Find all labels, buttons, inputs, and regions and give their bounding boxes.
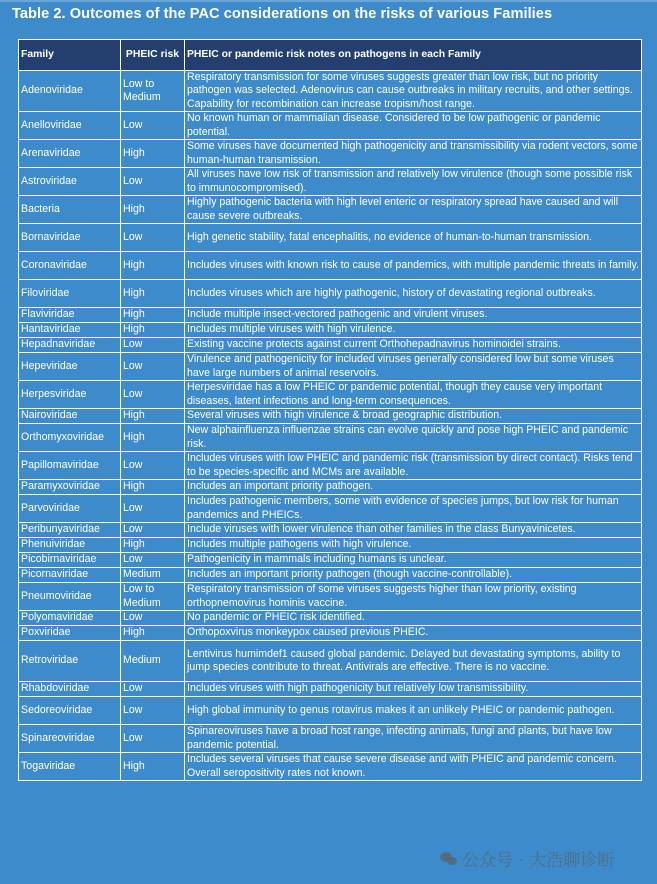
family-cell: Poxviridae	[19, 626, 121, 641]
table-row	[19, 495, 642, 523]
risk-notes-cell: Spinareoviruses have a broad host range, infecting animals, fungi and plants, but have low pandemic potential.	[185, 725, 642, 753]
family-cell: Rhabdoviridae	[19, 682, 121, 697]
risk-notes-cell: Include multiple insect-vectored pathogenic and virulent viruses.	[185, 308, 642, 323]
risk-notes-cell: Several viruses with high virulence & broad geographic distribution.	[185, 409, 642, 424]
risk-notes-cell: Herpesviridae has a low PHEIC or pandemic potential, though they cause very important diseases, latent infections and long-term consequences.	[185, 381, 642, 409]
wechat-icon	[440, 852, 458, 866]
family-cell: Picornaviridae	[19, 568, 121, 583]
family-cell: Filoviridae	[19, 280, 121, 308]
risk-notes-cell: Include viruses with lower virulence than other families in the class Bunyavinicetes.	[185, 523, 642, 538]
table-row	[19, 308, 642, 323]
pheic-risk-cell: Low	[121, 353, 185, 381]
table-row	[19, 641, 642, 682]
family-cell: Adenoviridae	[19, 71, 121, 112]
pheic-risk-cell: High	[121, 424, 185, 452]
risk-notes-cell: Virulence and pathogenicity for included viruses generally considered low but some viruses have large numbers of animal reservoirs.	[185, 353, 642, 381]
pheic-risk-cell: High	[121, 753, 185, 781]
family-cell: Retroviridae	[19, 641, 121, 682]
family-cell: Hepadnaviridae	[19, 338, 121, 353]
pheic-risk-cell: Low	[121, 725, 185, 753]
risk-notes-cell: All viruses have low risk of transmission and relatively low virulence (though some possible risk to immunocompromised).	[185, 168, 642, 196]
family-cell: Bacteria	[19, 196, 121, 224]
watermark-text: 公众号 · 大浩聊诊断	[462, 851, 615, 871]
table-header-row	[19, 40, 642, 71]
table-row	[19, 697, 642, 725]
pheic-risk-cell: High	[121, 409, 185, 424]
risk-notes-cell: No pandemic or PHEIC risk identified.	[185, 611, 642, 626]
pheic-risk-cell: High	[121, 323, 185, 338]
risk-notes-cell: Includes several viruses that cause severe disease and with PHEIC and pandemic concern. Overall seropositivity rates not known.	[185, 753, 642, 781]
family-cell: Peribunyaviridae	[19, 523, 121, 538]
pheic-risk-cell: High	[121, 626, 185, 641]
family-cell: Nairoviridae	[19, 409, 121, 424]
pheic-risk-cell: Low	[121, 224, 185, 252]
pheic-risk-cell: Low to Medium	[121, 71, 185, 112]
top-border	[0, 0, 657, 2]
table-row	[19, 568, 642, 583]
risk-notes-cell: Includes pathogenic members, some with evidence of species jumps, but low risk for human pandemics and PHEICs.	[185, 495, 642, 523]
table-body	[19, 71, 642, 781]
table-row	[19, 553, 642, 568]
pheic-risk-cell: Medium	[121, 568, 185, 583]
pheic-risk-cell: High	[121, 196, 185, 224]
family-cell: Astroviridae	[19, 168, 121, 196]
risk-notes-cell: Pathogenicity in mammals including humans is unclear.	[185, 553, 642, 568]
family-cell: Spinareoviridae	[19, 725, 121, 753]
pheic-risk-cell: High	[121, 538, 185, 553]
family-cell: Pneumoviridae	[19, 583, 121, 611]
table-title: Table 2. Outcomes of the PAC considerations on the risks of various Families	[12, 6, 553, 22]
risk-notes-cell: High genetic stability, fatal encephalitis, no evidence of human-to-human transmission.	[185, 224, 642, 252]
table-row	[19, 682, 642, 697]
risk-notes-cell: Includes viruses with low PHEIC and pandemic risk (transmission by direct contact). Risks tend to be species-specific and MCMs are available.	[185, 452, 642, 480]
family-cell: Orthomyxoviridae	[19, 424, 121, 452]
table-row	[19, 323, 642, 338]
table-row	[19, 452, 642, 480]
table-row	[19, 280, 642, 308]
pheic-risk-cell: Medium	[121, 641, 185, 682]
pheic-risk-cell: High	[121, 140, 185, 168]
header-family: Family	[19, 40, 121, 71]
pheic-risk-cell: Low	[121, 523, 185, 538]
family-cell: Picobirnaviridae	[19, 553, 121, 568]
family-cell: Papillomaviridae	[19, 452, 121, 480]
table-row	[19, 523, 642, 538]
table-row	[19, 626, 642, 641]
family-cell: Herpesviridae	[19, 381, 121, 409]
family-cell: Arenaviridae	[19, 140, 121, 168]
risk-notes-cell: Includes multiple pathogens with high virulence.	[185, 538, 642, 553]
pheic-risk-cell: Low	[121, 553, 185, 568]
family-cell: Paramyxoviridae	[19, 480, 121, 495]
table-row	[19, 538, 642, 553]
pheic-risk-cell: Low	[121, 168, 185, 196]
family-cell: Sedoreoviridae	[19, 697, 121, 725]
table-row	[19, 224, 642, 252]
family-cell: Phenuiviridae	[19, 538, 121, 553]
table-row	[19, 252, 642, 280]
family-cell: Anelloviridae	[19, 112, 121, 140]
risk-notes-cell: Includes multiple viruses with high virulence.	[185, 323, 642, 338]
pheic-risk-cell: Low	[121, 381, 185, 409]
table-row	[19, 480, 642, 495]
risk-notes-cell: Respiratory transmission of some viruses suggests higher than low priority, existing orthopnemovirus hominis vaccine.	[185, 583, 642, 611]
header-pheic-risk: PHEIC risk	[121, 40, 185, 71]
pheic-risk-cell: High	[121, 280, 185, 308]
family-cell: Flaviviridae	[19, 308, 121, 323]
pheic-risk-cell: Low	[121, 495, 185, 523]
pheic-risk-cell: Low	[121, 112, 185, 140]
table-row	[19, 583, 642, 611]
risk-notes-cell: High global immunity to genus rotavirus makes it an unlikely PHEIC or pandemic pathogen.	[185, 697, 642, 725]
risk-notes-cell: Existing vaccine protects against current Orthohepadnavirus hominoidei strains.	[185, 338, 642, 353]
family-cell: Parvoviridae	[19, 495, 121, 523]
table-row	[19, 725, 642, 753]
family-cell: Togaviridae	[19, 753, 121, 781]
risk-notes-cell: Respiratory transmission for some viruses suggests greater than low risk, but no priority pathogen was selected. Adenovirus can cause outbreaks in military recruits, and other settings. Capability for recombination can increase tropism/host range.	[185, 71, 642, 112]
pheic-risk-cell: High	[121, 480, 185, 495]
family-cell: Bornaviridae	[19, 224, 121, 252]
table-row	[19, 140, 642, 168]
table-row	[19, 353, 642, 381]
table-row	[19, 409, 642, 424]
risk-notes-cell: Some viruses have documented high pathogenicity and transmissibility via rodent vectors, some human-human transmission.	[185, 140, 642, 168]
table-row	[19, 424, 642, 452]
pheic-risk-cell: Low	[121, 338, 185, 353]
risk-notes-cell: Highly pathogenic bacteria with high level enteric or respiratory spread have caused and will cause severe outbreaks.	[185, 196, 642, 224]
pheic-risk-cell: High	[121, 252, 185, 280]
table-row	[19, 338, 642, 353]
family-cell: Polyomaviridae	[19, 611, 121, 626]
table-row	[19, 112, 642, 140]
pheic-risk-cell: Low	[121, 452, 185, 480]
pheic-risk-cell: Low	[121, 682, 185, 697]
risk-notes-cell: Includes viruses with known risk to cause of pandemics, with multiple pandemic threats in family.	[185, 252, 642, 280]
risk-notes-cell: Lentivirus humimdef1 caused global pandemic. Delayed but devastating symptoms, ability to jump species contribute to threat. Antivirals are effective. There is no vaccine.	[185, 641, 642, 682]
pheic-risk-cell: High	[121, 308, 185, 323]
risk-notes-cell: Includes viruses with high pathogenicity but relatively low transmissibility.	[185, 682, 642, 697]
table-row	[19, 753, 642, 781]
risk-notes-cell: New alphainfluenza influenzae strains can evolve quickly and pose high PHEIC and pandemic risk.	[185, 424, 642, 452]
pheic-risk-cell: Low	[121, 697, 185, 725]
family-cell: Hantaviridae	[19, 323, 121, 338]
risk-notes-cell: Orthopoxvirus monkeypox caused previous PHEIC.	[185, 626, 642, 641]
family-cell: Hepeviridae	[19, 353, 121, 381]
risk-notes-cell: Includes an important priority pathogen.	[185, 480, 642, 495]
risk-notes-cell: Includes viruses which are highly pathogenic, history of devastating regional outbreaks.	[185, 280, 642, 308]
risk-notes-cell: Includes an important priority pathogen (though vaccine-controllable).	[185, 568, 642, 583]
header-risk-notes: PHEIC or pandemic risk notes on pathogens in each Family	[185, 40, 642, 71]
pac-outcomes-table	[18, 39, 642, 781]
table-row	[19, 71, 642, 112]
pheic-risk-cell: Low to Medium	[121, 583, 185, 611]
table-row	[19, 196, 642, 224]
table-row	[19, 168, 642, 196]
table-row	[19, 611, 642, 626]
family-cell: Coronaviridae	[19, 252, 121, 280]
table-row	[19, 381, 642, 409]
pheic-risk-cell: Low	[121, 611, 185, 626]
risk-notes-cell: No known human or mammalian disease. Considered to be low pathogenic or pandemic potential.	[185, 112, 642, 140]
watermark	[440, 846, 614, 871]
